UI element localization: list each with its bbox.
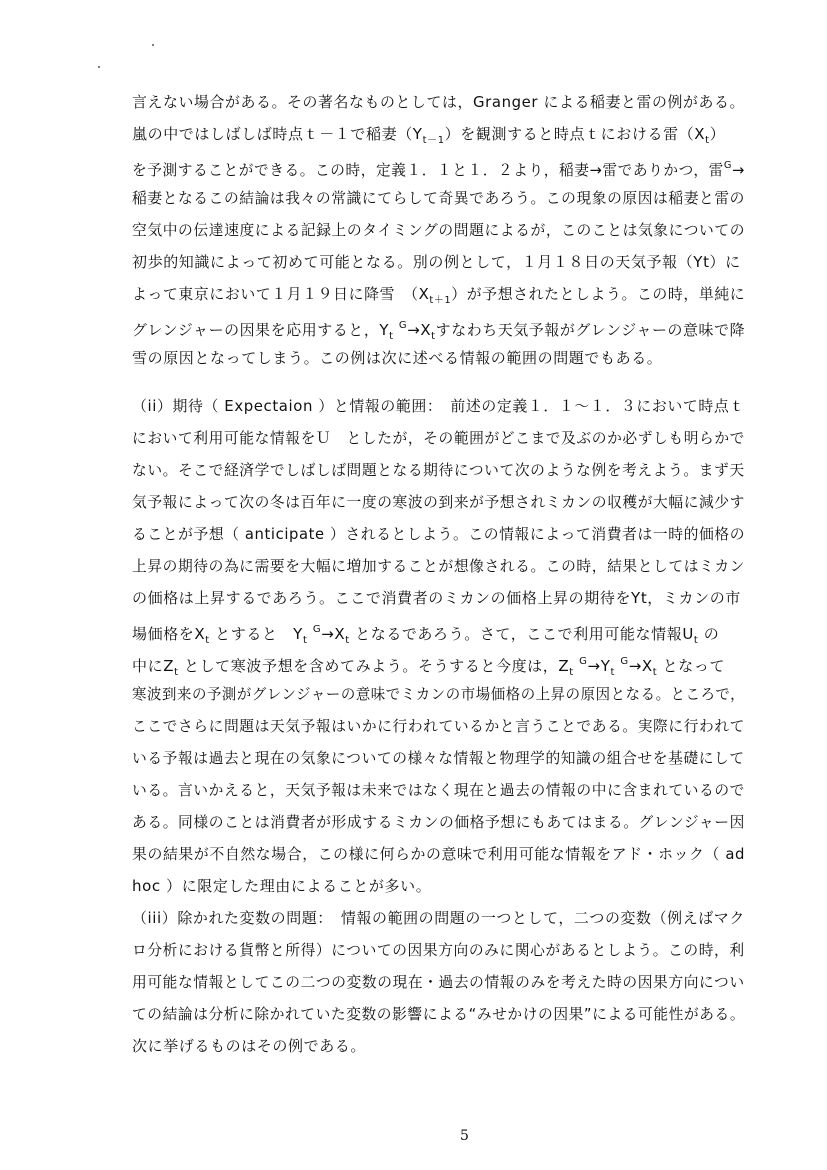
scan-speck xyxy=(152,44,154,46)
scan-speck xyxy=(98,66,100,68)
text-segment: 雪の原因となってしまう。この例は次に述べる情報の範囲の問題でもある。 xyxy=(132,349,663,367)
superscript: G xyxy=(579,656,588,667)
text-segment: すなわち天気予報がグレンジャーの意味で降 xyxy=(435,321,746,339)
text-segment: 寒波到来の予測がグレンジャーの意味でミカンの市場価格の上昇の原因となる。ところで， xyxy=(132,685,746,703)
text-segment: となって xyxy=(657,657,726,675)
text-line xyxy=(132,556,745,576)
text-segment: を予測することができる。この時，定義１．１と１．２より，稲妻→雷でありかつ，雷 xyxy=(132,161,724,179)
text-segment: → xyxy=(732,161,745,179)
text-line xyxy=(132,748,745,768)
text-line xyxy=(132,284,745,311)
subscript: t xyxy=(431,331,436,342)
text-line xyxy=(132,492,745,512)
text-line xyxy=(132,1004,745,1024)
text-segment: →X xyxy=(321,625,346,643)
superscript: G xyxy=(723,160,733,171)
text-segment: 用可能な情報としてこの二つの変数の現在・過去の情報のみを考えた時の因果方向につい xyxy=(132,973,745,991)
text-line xyxy=(132,124,725,151)
text-segment: hoc ）に限定した理由によることが多い。 xyxy=(132,877,432,895)
text-segment: →X xyxy=(407,321,432,339)
text-segment: ここでさらに問題は天気予報はいかに行われているかと言うことである。実際に行われて xyxy=(132,717,746,735)
text-segment: →Y xyxy=(587,657,611,675)
text-line xyxy=(132,1036,366,1056)
text-segment: ）が予想されたとしよう。この時，単純に xyxy=(451,285,746,303)
text-segment: ロ分析における貨幣と所得）についての因果方向のみに関心があるとしよう。この時，利 xyxy=(132,941,745,959)
text-segment: 気予報によって次の冬は百年に一度の寒波の到来が予想されミカンの収穫が大幅に減少す xyxy=(132,493,746,511)
subscript: t xyxy=(652,667,658,678)
subscript: t xyxy=(569,667,574,678)
subscript: t－1 xyxy=(422,135,445,146)
text-line xyxy=(132,684,745,704)
text-line xyxy=(132,92,745,112)
subscript: t xyxy=(345,635,350,646)
text-segment: 場価格をX xyxy=(132,625,206,643)
text-line xyxy=(132,844,745,864)
text-segment: →X xyxy=(628,657,653,675)
text-segment: の価格は上昇するであろう。ここで消費者のミカンの価格上昇の期待をYt，ミカンの市 xyxy=(132,589,741,607)
text-segment: の xyxy=(698,625,720,643)
subscript: t＋1 xyxy=(429,295,452,306)
text-line xyxy=(132,460,745,480)
subscript: t xyxy=(174,667,179,678)
text-line xyxy=(132,812,745,832)
text-line xyxy=(132,620,719,651)
text-segment: となるであろう。さて，ここで利用可能な情報U xyxy=(349,625,694,643)
text-segment: 果の結果が不自然な場合，この様に何らかの意味で利用可能な情報をアド・ホック（ ad xyxy=(132,845,746,863)
text-line xyxy=(132,876,431,896)
text-segment: （ii）期待（ Expectaion ）と情報の範囲： 前述の定義１．１～１．３において時点ｔ xyxy=(132,397,745,415)
subscript: t xyxy=(205,635,210,646)
superscript: G xyxy=(620,656,629,667)
text-segment: ることが予想（ anticipate ）されるとしよう。この情報によって消費者は一時的価格の xyxy=(132,525,746,543)
text-segment: ある。同様のことは消費者が形成するミカンの価格予想にもあてはまる。グレンジャー因 xyxy=(132,813,745,831)
text-segment: において利用可能な情報をＵ としたが，その範囲がどこまで及ぶのか必ずしも明らかで xyxy=(132,429,746,447)
text-segment: 言えない場合がある。その著名なものとしては，Granger による稲妻と雷の例がある。 xyxy=(132,93,745,111)
text-segment: 次に挙げるものはその例である。 xyxy=(132,1037,367,1055)
subscript: t xyxy=(610,667,615,678)
text-segment: 初歩的知識によって初めて可能となる。別の例として，１月１８日の天気予報（Yt）に xyxy=(132,253,741,271)
text-segment: 嵐の中ではしばしば時点ｔ－１で稲妻（Y xyxy=(132,125,423,143)
text-segment: いる。言いかえると，天気予報は未来ではなく現在と過去の情報の中に含まれているので xyxy=(132,781,746,799)
superscript: G xyxy=(312,624,322,635)
superscript: G xyxy=(398,320,408,331)
text-line xyxy=(132,428,745,448)
text-line xyxy=(132,652,725,683)
text-line xyxy=(132,524,745,544)
text-line xyxy=(132,716,745,736)
text-segment: （iii）除かれた変数の問題： 情報の範囲の問題の一つとして，二つの変数（例えばマク xyxy=(132,909,745,927)
text-line xyxy=(132,940,745,960)
text-segment: とすると Y xyxy=(209,625,303,643)
text-segment: 上昇の期待の為に需要を大幅に増加することが想像される。この時，結果としてはミカン xyxy=(132,557,746,575)
text-segment: いる予報は過去と現在の気象についての様々な情報と物理学的知識の組合せを基礎にして xyxy=(132,749,745,767)
text-line xyxy=(132,252,741,272)
text-line xyxy=(132,316,745,347)
text-line xyxy=(132,220,745,240)
text-line xyxy=(132,156,745,180)
text-segment: ない。そこで経済学でしばしば問題となる期待について次のような例を考えよう。まず天 xyxy=(132,461,745,479)
text-line xyxy=(132,188,745,208)
text-line xyxy=(132,780,745,800)
subscript: t xyxy=(693,635,699,646)
text-segment: 空気中の伝達速度による記録上のタイミングの問題によるが，このことは気象についての xyxy=(132,221,746,239)
subscript: t xyxy=(302,635,308,646)
text-line xyxy=(132,972,745,992)
text-segment: として寒波予想を含めてみよう。そうすると今度は，Z xyxy=(178,657,570,675)
page-number: 5 xyxy=(460,1128,469,1144)
text-line xyxy=(132,348,662,368)
text-line xyxy=(132,588,741,608)
text-segment: ）を観測すると時点ｔにおける雷（X xyxy=(444,125,706,143)
text-line xyxy=(132,396,745,416)
subscript: t xyxy=(705,135,710,146)
text-segment: グレンジャーの因果を応用すると，Y xyxy=(132,321,390,339)
text-segment: 中にZ xyxy=(132,657,175,675)
text-line xyxy=(132,908,745,928)
text-segment: 稲妻となるこの結論は我々の常識にてらして奇異であろう。この現象の原因は稲妻と雷の xyxy=(132,189,746,207)
text-segment: ） xyxy=(709,125,726,143)
subscript: t xyxy=(389,331,394,342)
text-segment: よって東京において１月１９日に降雪 （X xyxy=(132,285,430,303)
text-segment: ての結論は分析に除かれていた変数の影響による“みせかけの因果”による可能性がある。 xyxy=(132,1005,746,1023)
